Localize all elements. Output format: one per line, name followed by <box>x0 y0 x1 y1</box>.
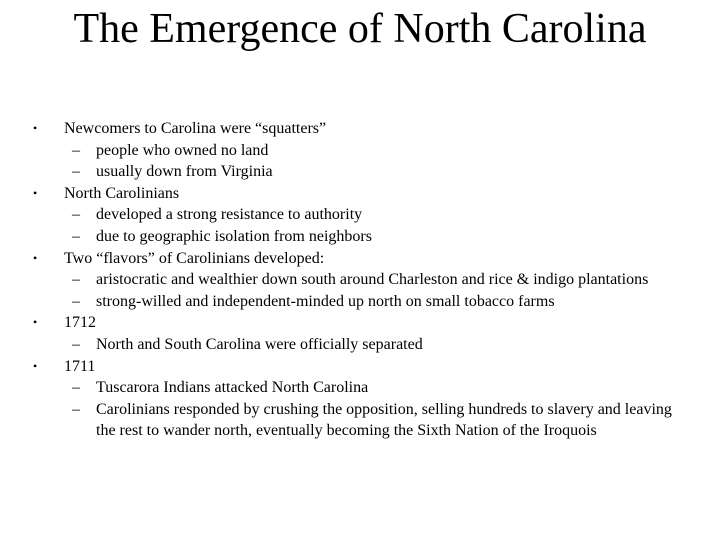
bullet-marker: • <box>33 185 38 200</box>
sub-bullet-item <box>0 161 720 183</box>
sub-bullet-item <box>0 399 720 442</box>
dash-marker: – <box>72 141 80 159</box>
dash-marker: – <box>72 292 80 310</box>
bullet-item <box>0 312 720 334</box>
sub-bullet-text: North and South Carolina were officially separated <box>96 335 423 353</box>
slide-title: The Emergence of North Carolina <box>73 6 647 52</box>
dash-marker: – <box>72 400 80 418</box>
sub-bullet-text: Carolinians responded by crushing the opposition, selling hundreds to slavery and leaving the rest to wander north, eventually becoming the Sixth Nation of the Iroquois <box>96 400 672 440</box>
sub-bullet-item <box>0 291 720 313</box>
sub-bullet-text: usually down from Virginia <box>96 163 273 181</box>
bullet-text: Newcomers to Carolina were “squatters” <box>64 120 327 137</box>
sub-bullet-item <box>0 226 720 248</box>
sub-bullet-text: strong-willed and independent-minded up north on small tobacco farms <box>96 292 555 310</box>
bullet-text: North Carolinians <box>64 184 180 202</box>
bullet-item <box>0 248 720 270</box>
bullet-marker: • <box>33 358 38 373</box>
bullet-item <box>0 183 720 205</box>
bullet-item <box>0 118 720 140</box>
bullet-text: 1711 <box>64 357 96 375</box>
bullet-marker: • <box>33 315 38 330</box>
bullet-text: Two “flavors” of Carolinians developed: <box>64 249 325 267</box>
sub-bullet-text: due to geographic isolation from neighbors <box>96 227 372 245</box>
sub-bullet-text: aristocratic and wealthier down south around Charleston and rice & indigo plantations <box>96 271 649 289</box>
sub-bullet-text: Tuscarora Indians attacked North Carolina <box>96 379 369 397</box>
sub-bullet-item <box>0 140 720 162</box>
dash-marker: – <box>72 206 80 224</box>
dash-marker: – <box>72 163 80 181</box>
sub-bullet-item <box>0 204 720 226</box>
sub-bullet-text: people who owned no land <box>96 141 269 159</box>
dash-marker: – <box>72 379 80 397</box>
dash-marker: – <box>72 227 80 245</box>
bullet-item <box>0 356 720 378</box>
bullet-text: 1712 <box>64 314 96 332</box>
bullet-marker: • <box>33 121 38 135</box>
bullet-list <box>0 118 720 442</box>
bullet-marker: • <box>33 250 38 265</box>
sub-bullet-text: developed a strong resistance to authority <box>96 206 363 224</box>
dash-marker: – <box>72 335 80 353</box>
sub-bullet-item <box>0 334 720 356</box>
sub-bullet-item <box>0 377 720 399</box>
sub-bullet-item <box>0 269 720 291</box>
dash-marker: – <box>72 271 80 289</box>
